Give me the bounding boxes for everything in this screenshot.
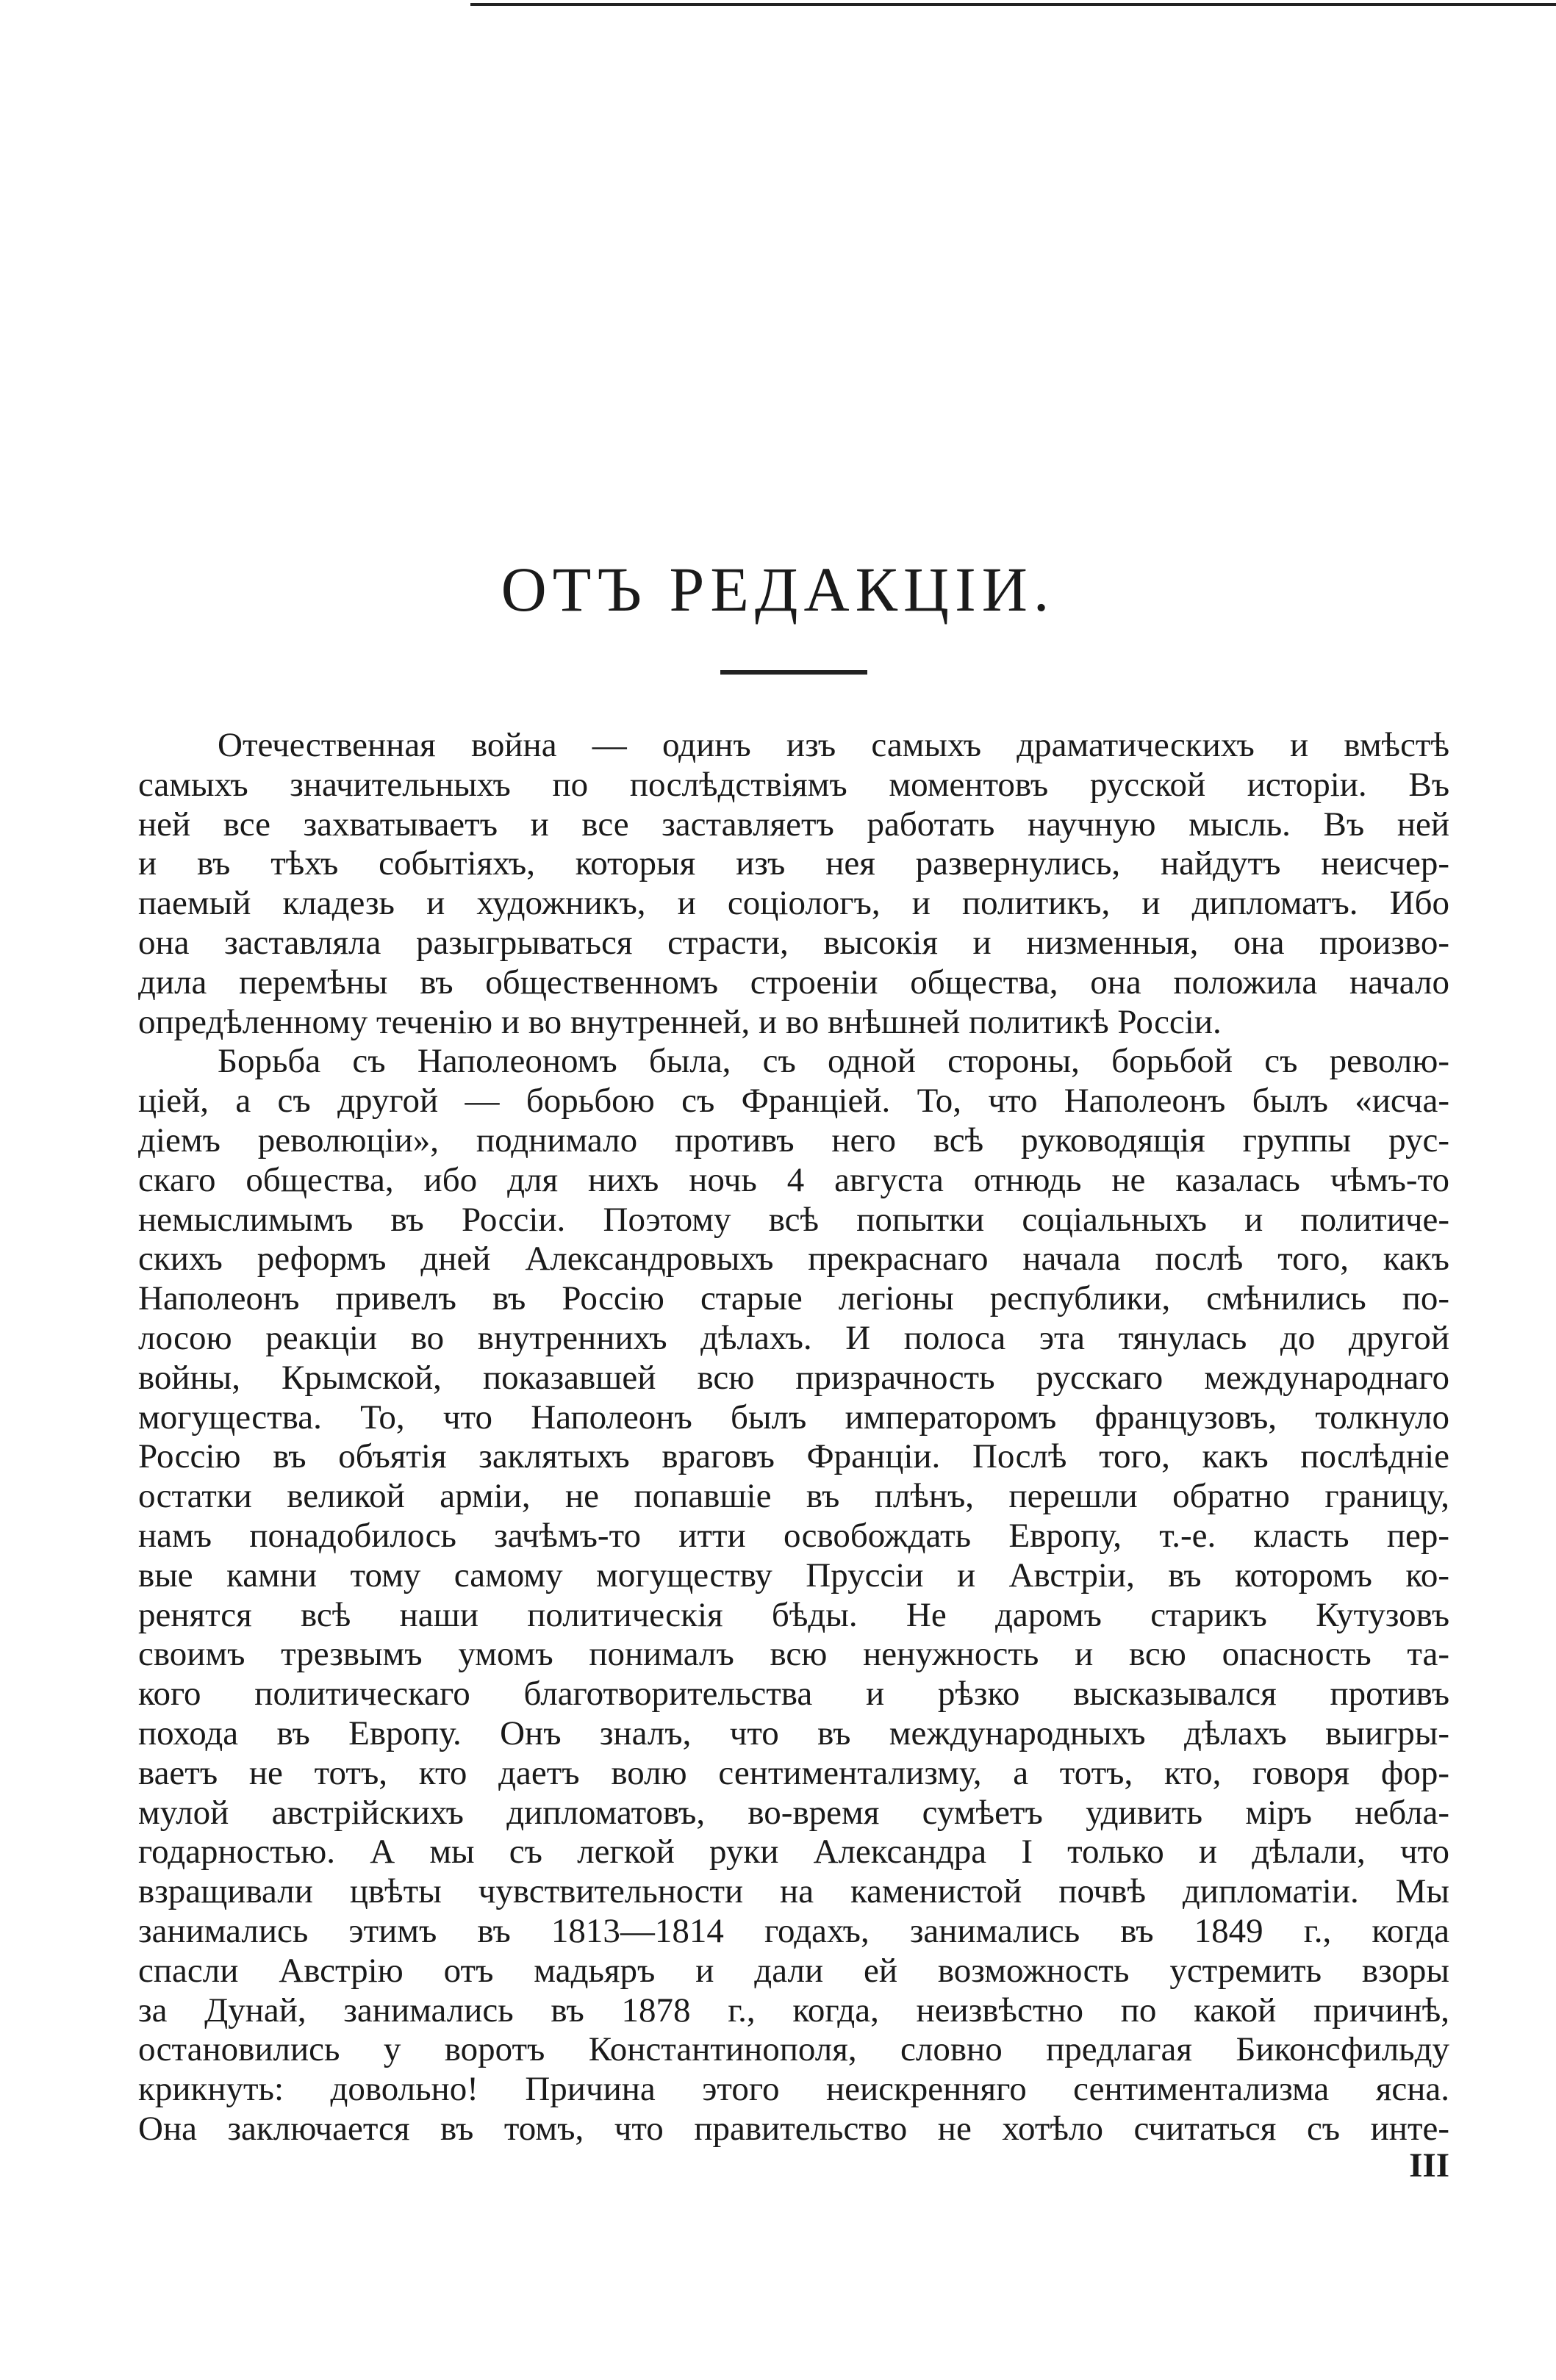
text-line: самыхъ значительныхъ по послѣдствіямъ моментовъ русской исторіи. Въ	[138, 765, 1449, 804]
text-line: своимъ трезвымъ умомъ понималъ всю ненужность и всю опасность та-	[138, 1635, 1449, 1674]
text-line: могущества. То, что Наполеонъ былъ императоромъ французовъ, толкнуло	[138, 1398, 1449, 1437]
text-line: за Дунай, занимались въ 1878 г., когда, неизвѣстно по какой причинѣ,	[138, 1991, 1449, 2030]
text-line: Борьба съ Наполеономъ была, съ одной стороны, борьбой съ револю-	[218, 1042, 1449, 1081]
title-rule	[720, 670, 867, 675]
text-line: намъ понадобилось зачѣмъ-то итти освобождать Европу, т.-е. класть пер-	[138, 1516, 1449, 1555]
text-line: занимались этимъ въ 1813—1814 годахъ, занимались въ 1849 г., когда	[138, 1911, 1449, 1950]
text-line: взращивали цвѣты чувствительности на каменистой почвѣ дипломатіи. Мы	[138, 1872, 1449, 1911]
text-line: спасли Австрію отъ мадьяръ и дали ей возможность устремить взоры	[138, 1951, 1449, 1990]
text-line: ней все захватываетъ и все заставляетъ работать научную мысль. Въ ней	[138, 805, 1449, 844]
text-line: крикнуть: довольно! Причина этого неискренняго сентиментализма ясна.	[138, 2070, 1449, 2109]
text-line: и въ тѣхъ событіяхъ, которыя изъ нея развернулись, найдутъ неисчер-	[138, 844, 1449, 883]
text-line: похода въ Европу. Онъ зналъ, что въ международныхъ дѣлахъ выигры-	[138, 1714, 1449, 1752]
text-line: дила перемѣны въ общественномъ строеніи общества, она положила начало	[138, 963, 1449, 1002]
text-line: ціей, а съ другой — борьбою съ Франціей. То, что Наполеонъ былъ «исча-	[138, 1082, 1449, 1121]
text-line: она заставляла разыгрываться страсти, высокія и низменныя, она произво-	[138, 923, 1449, 962]
text-line: войны, Крымской, показавшей всю призрачность русскаго международнаго	[138, 1358, 1449, 1397]
text-line: Наполеонъ привелъ въ Россію старые легіоны республики, смѣнились по-	[138, 1279, 1449, 1318]
text-line: ренятся всѣ наши политическія бѣды. Не даромъ старикъ Кутузовъ	[138, 1595, 1449, 1634]
text-line: скихъ реформъ дней Александровыхъ прекраснаго начала послѣ того, какъ	[138, 1240, 1449, 1279]
text-line: лосою реакціи во внутреннихъ дѣлахъ. И полоса эта тянулась до другой	[138, 1318, 1449, 1357]
body-text	[138, 726, 1449, 2149]
text-line: опредѣленному теченію и во внутренней, и во внѣшней политикѣ Россіи.	[138, 1002, 1222, 1041]
text-line: діемъ революціи», поднимало противъ него всѣ руководящія группы рус-	[138, 1121, 1449, 1160]
top-rule	[470, 3, 1556, 6]
text-line: остатки великой арміи, не попавшіе въ плѣнъ, перешли обратно границу,	[138, 1477, 1449, 1516]
text-line: вые камни тому самому могуществу Пруссіи и Австріи, въ которомъ ко-	[138, 1556, 1449, 1595]
text-line: паемый кладезь и художникъ, и соціологъ, и политикъ, и дипломатъ. Ибо	[138, 884, 1449, 923]
text-line: мулой австрійскихъ дипломатовъ, во-время сумѣетъ удивить міръ небла-	[138, 1793, 1449, 1832]
text-line: годарностью. А мы съ легкой руки Александра I только и дѣлали, что	[138, 1833, 1449, 1872]
text-line: немыслимымъ въ Россіи. Поэтому всѣ попытки соціальныхъ и политиче-	[138, 1200, 1449, 1239]
page-number: III	[1409, 2146, 1449, 2185]
text-line: Она заключается въ томъ, что правительство не хотѣло считаться съ инте-	[138, 2109, 1449, 2148]
text-line: Россію въ объятія заклятыхъ враговъ Франціи. Послѣ того, какъ послѣдніе	[138, 1437, 1449, 1476]
text-line: кого политическаго благотворительства и рѣзко высказывался противъ	[138, 1675, 1449, 1714]
text-line: ваетъ не тотъ, кто даетъ волю сентиментализму, а тотъ, кто, говоря фор-	[138, 1753, 1449, 1792]
text-line: Отечественная война — одинъ изъ самыхъ драматическихъ и вмѣстѣ	[218, 726, 1449, 764]
text-line: скаго общества, ибо для нихъ ночь 4 августа отнюдь не казалась чѣмъ-то	[138, 1160, 1449, 1199]
text-line: остановились у воротъ Константинополя, словно предлагая Биконсфильду	[138, 2030, 1449, 2069]
page-title: ОТЪ РЕДАКЦІИ.	[501, 554, 1055, 625]
